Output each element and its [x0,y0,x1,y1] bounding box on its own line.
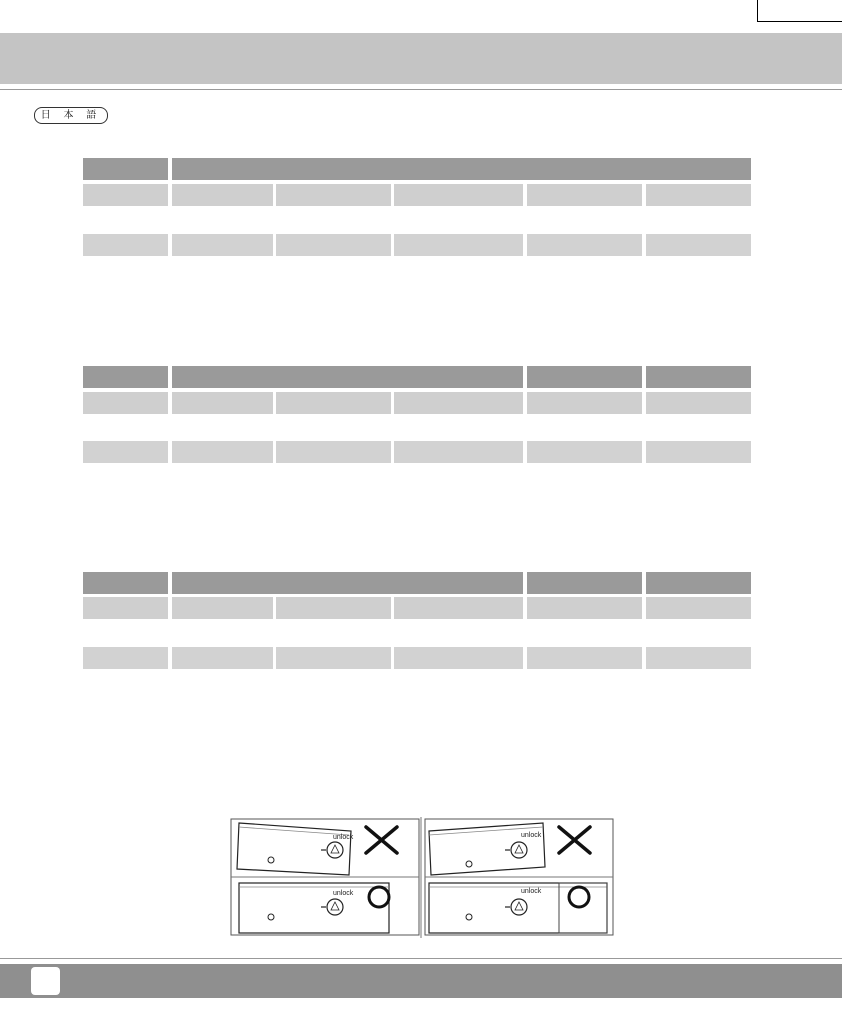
crop-mark [757,0,758,22]
table-cell [394,441,523,463]
table-row [83,597,751,619]
table-row [83,441,751,463]
table-cell [276,647,391,669]
tray-top-right [429,823,590,875]
table-cell [646,184,751,206]
table-cell [527,234,642,256]
table-cell [276,441,391,463]
spec-table-3 [83,572,751,672]
footer-rule [0,958,842,959]
table-cell [276,234,391,256]
tray-bottom-right [429,883,607,933]
spec-table-2 [83,366,751,466]
table-cell [276,184,391,206]
table-cell [172,392,273,414]
table-cell [394,647,523,669]
table-cell [646,647,751,669]
table-cell [276,597,391,619]
table-cell [527,184,642,206]
drive-tray-figure [229,817,615,938]
table-header-cell [83,572,168,594]
tray-top-left [237,823,397,875]
table-cell [83,647,168,669]
table-cell [394,392,523,414]
table-cell [527,392,642,414]
table-header-cell [527,366,642,388]
table-cell [83,441,168,463]
table-header-cell [83,158,168,180]
language-tab: 日 本 語 [34,107,108,124]
page-number-box [31,967,60,995]
table-header-row [83,158,751,180]
table-cell [83,184,168,206]
table-header-cell [172,366,523,388]
table-header-cell [172,572,523,594]
table-header-cell [83,366,168,388]
unlock-label: unlock [333,834,354,841]
cross-icon [366,827,397,853]
table-cell [83,234,168,256]
table-cell [394,184,523,206]
crop-mark [758,21,842,22]
table-cell [83,597,168,619]
table-cell [527,441,642,463]
table-cell [276,392,391,414]
table-cell [172,441,273,463]
header-rule [0,89,842,90]
unlock-label: unlock [521,888,542,895]
unlock-label: unlock [333,890,354,897]
table-cell [646,441,751,463]
header-band [0,33,842,84]
table-cell [646,597,751,619]
table-header-cell [646,572,751,594]
table-cell [172,184,273,206]
table-header-row [83,366,751,388]
spec-table-1 [83,158,751,258]
table-cell [172,597,273,619]
table-header-cell [527,572,642,594]
table-cell [394,597,523,619]
table-cell [83,392,168,414]
table-row [83,392,751,414]
footer-band [0,964,842,998]
table-cell [172,647,273,669]
table-header-row [83,572,751,594]
table-cell [394,234,523,256]
table-cell [646,234,751,256]
tray-bottom-left [239,883,389,933]
table-row [83,647,751,669]
table-row [83,184,751,206]
table-header-cell [646,366,751,388]
table-cell [172,234,273,256]
cross-icon [559,827,590,853]
table-row [83,234,751,256]
table-cell [527,647,642,669]
table-cell [527,597,642,619]
table-header-cell [172,158,751,180]
unlock-label: unlock [521,832,542,839]
table-cell [646,392,751,414]
